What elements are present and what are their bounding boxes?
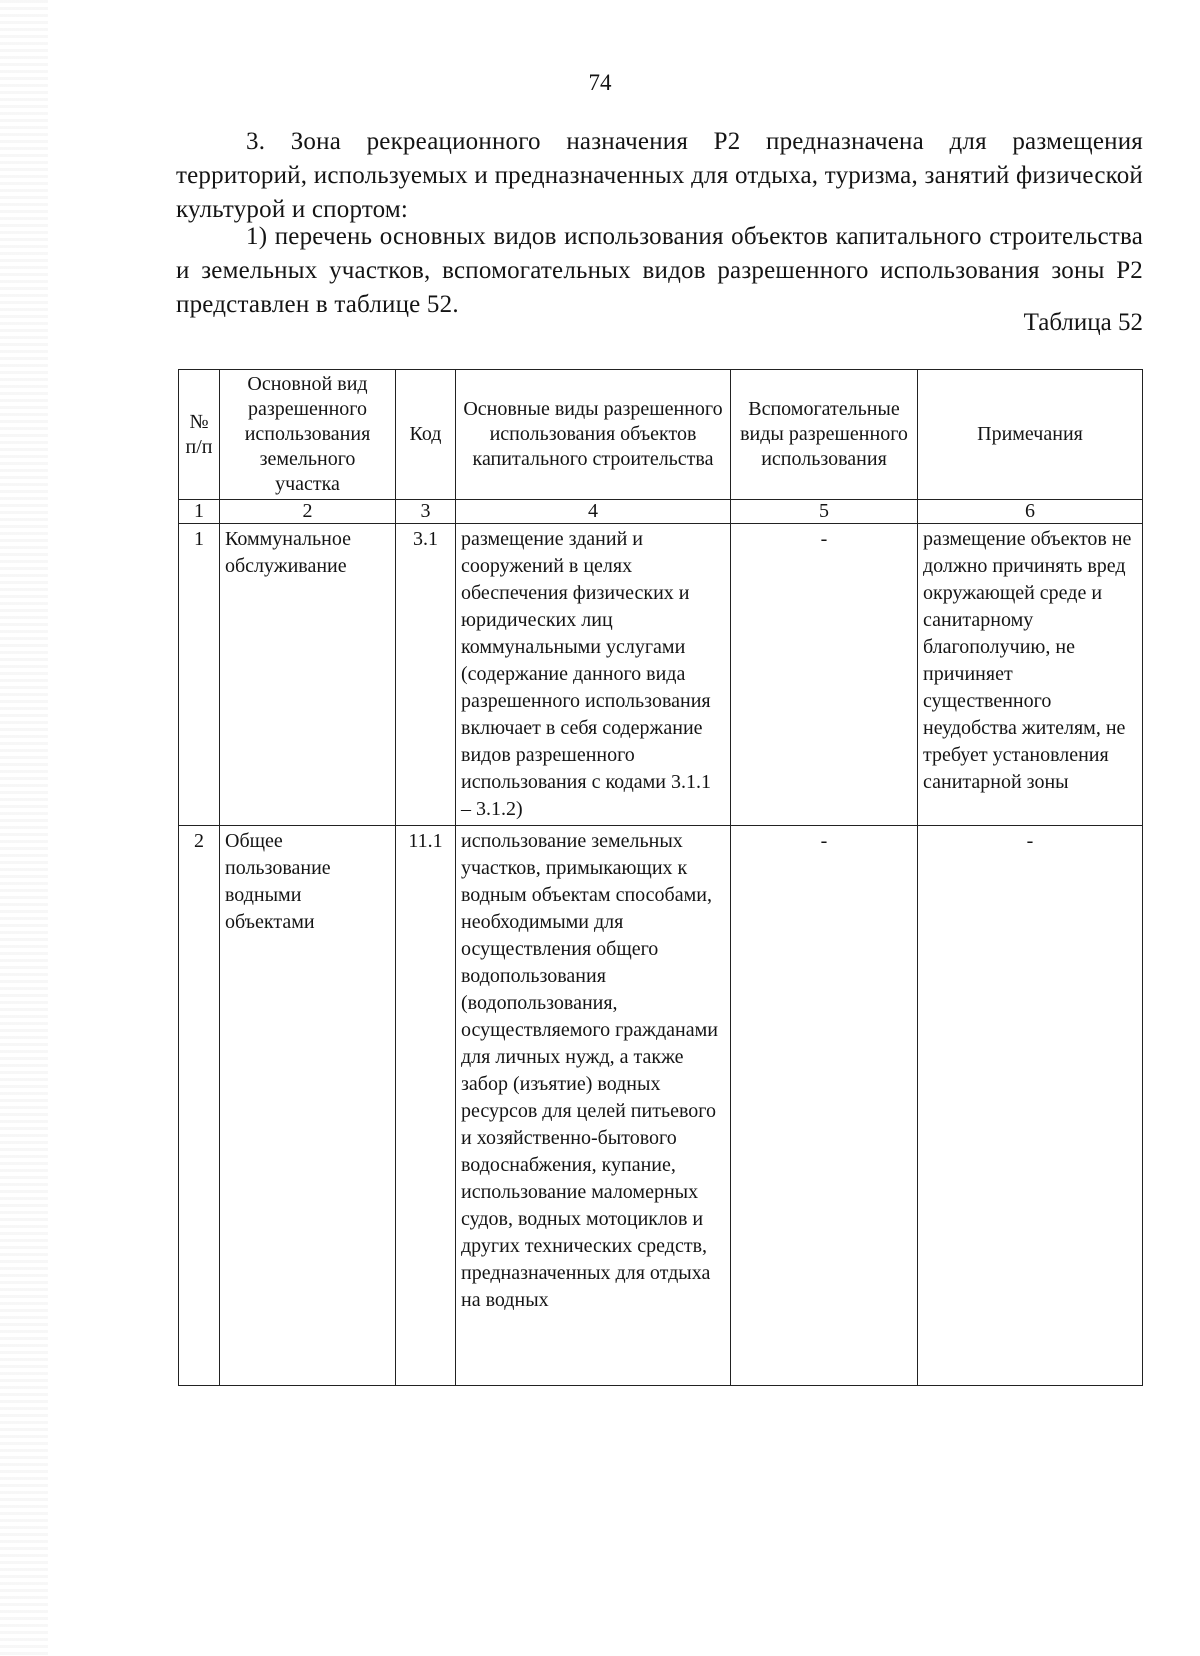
column-number: 5: [731, 500, 918, 524]
paragraph-list-intro: 1) перечень основных видов использования объектов капитального строительства и земельных участков, вспомогательных видов разрешенного использования зоны Р2 представлен в таблице 52.: [176, 223, 1143, 318]
page-number: 74: [588, 70, 612, 95]
column-number-row: [179, 500, 1143, 524]
table-row: [179, 524, 1143, 826]
column-number: 3: [396, 500, 456, 524]
main-use-description: размещение зданий и сооружений в целях обеспечения физических и юридических лиц коммунальными услугами (содержание данного вида разрешенного использования включает в себя содержание видов разрешенного использования с кодами 3.1.1 – 3.1.2): [456, 524, 731, 826]
scan-edge-noise: [0, 0, 48, 1656]
use-code: 11.1: [396, 826, 456, 1386]
paragraph-zone-description: 3. Зона рекреационного назначения Р2 предназначена для размещения территорий, используемых и предназначенных для отдыха, туризма, занятий физической культурой и спортом:: [176, 128, 1143, 223]
land-use-type: Коммунальное обслуживание: [220, 524, 396, 826]
auxiliary-uses: -: [731, 826, 918, 1386]
header-auxiliary-uses: Вспомогательные виды разрешенного использования: [731, 370, 918, 500]
column-number: 2: [220, 500, 396, 524]
column-number: 4: [456, 500, 731, 524]
row-number: 2: [179, 826, 220, 1386]
main-use-description: использование земельных участков, примыкающих к водным объектам способами, необходимыми для осуществления общего водопользования (водопользования, осуществляемого гражданами для личных нужд, а также забор (изъятие) водных ресурсов для целей питьевого и хозяйственно-бытового водоснабжения, купание, использование маломерных судов, водных мотоциклов и других технических средств, предназначенных для отдыха на водных: [456, 826, 731, 1386]
notes: размещение объектов не должно причинять вред окружающей среде и санитарному благополучию, не причиняет существенного неудобства жителям, не требует установления санитарной зоны: [918, 524, 1143, 826]
use-code: 3.1: [396, 524, 456, 826]
notes: -: [918, 826, 1143, 1386]
row-number: 1: [179, 524, 220, 826]
header-land-use: Основной вид разрешенного использования земельного участка: [220, 370, 396, 500]
column-number: 6: [918, 500, 1143, 524]
table-caption: Таблица 52: [1023, 309, 1143, 336]
auxiliary-uses: -: [731, 524, 918, 826]
header-number: № п/п: [179, 370, 220, 500]
land-use-table: [178, 369, 1143, 1386]
header-notes: Примечания: [918, 370, 1143, 500]
table-row: [179, 826, 1143, 1386]
header-main-uses: Основные виды разрешенного использования объектов капитального строительства: [456, 370, 731, 500]
table-header-row: [179, 370, 1143, 500]
header-code: Код: [396, 370, 456, 500]
land-use-type: Общее пользование водными объектами: [220, 826, 396, 1386]
column-number: 1: [179, 500, 220, 524]
